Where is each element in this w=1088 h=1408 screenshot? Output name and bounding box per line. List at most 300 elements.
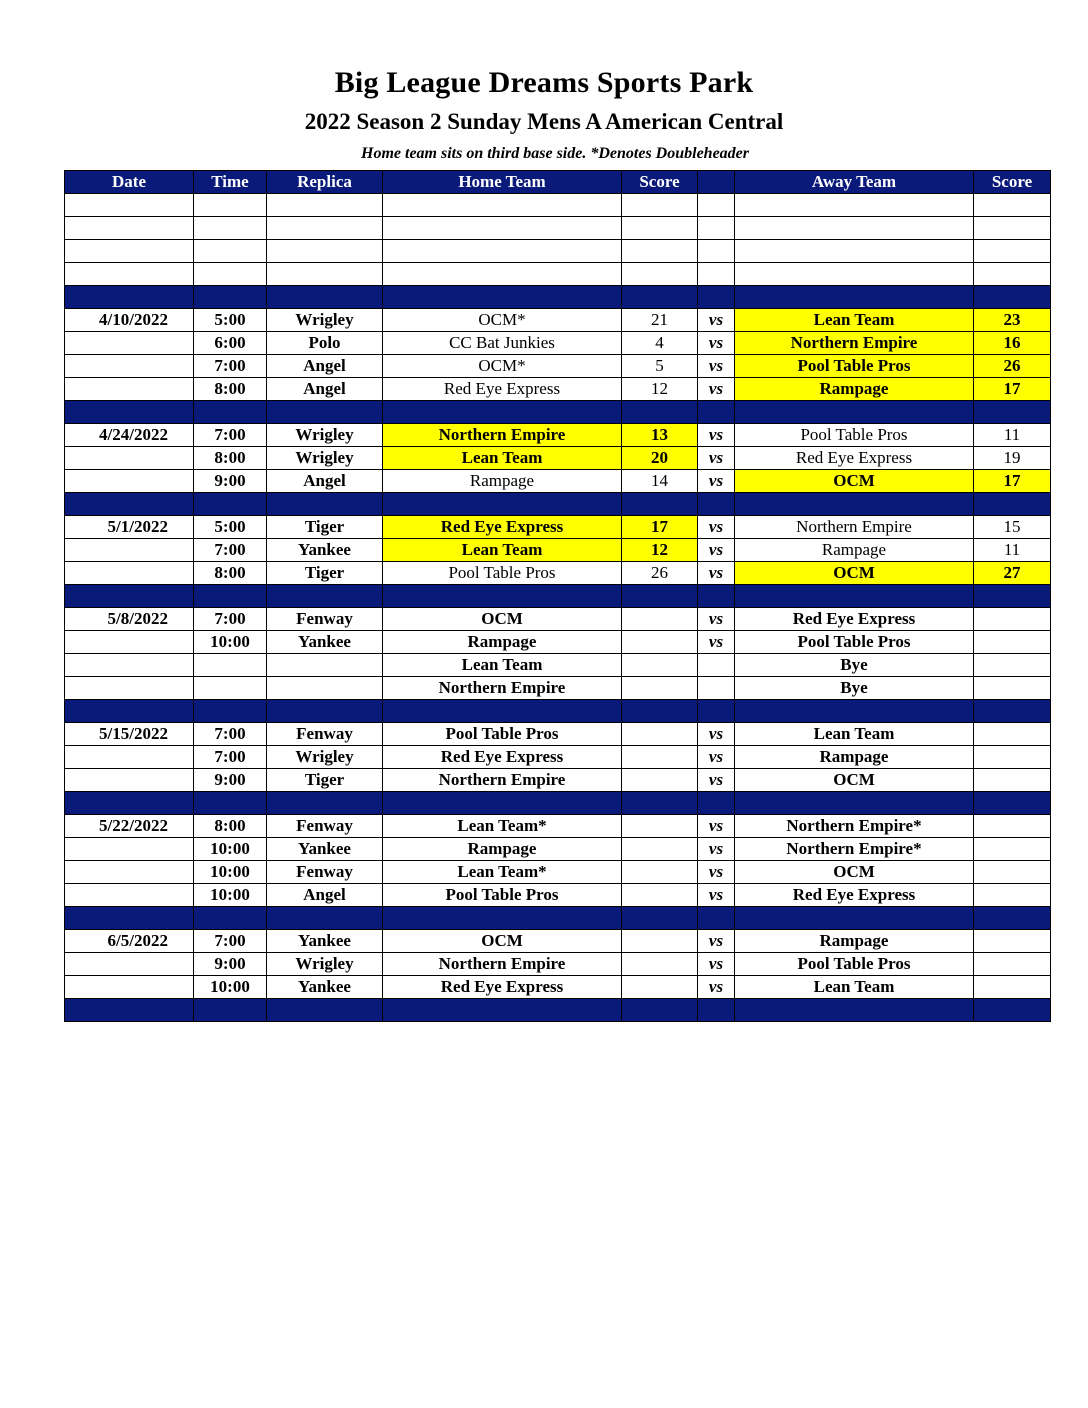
vs-cell: vs xyxy=(698,723,735,746)
home-score-cell: 17 xyxy=(622,516,698,539)
separator-cell xyxy=(698,401,735,424)
replica-cell: Wrigley xyxy=(267,424,383,447)
replica-cell: Yankee xyxy=(267,539,383,562)
away-team-cell: Bye xyxy=(735,677,974,700)
separator-cell xyxy=(698,999,735,1022)
separator-cell xyxy=(698,700,735,723)
separator-cell xyxy=(622,286,698,309)
separator-cell xyxy=(383,493,622,516)
away-team-cell: Rampage xyxy=(735,746,974,769)
date-cell xyxy=(65,539,194,562)
away-team-cell: Red Eye Express xyxy=(735,884,974,907)
away-team-cell: Lean Team xyxy=(735,976,974,999)
time-cell: 7:00 xyxy=(194,424,267,447)
date-cell: 5/22/2022 xyxy=(65,815,194,838)
time-cell: 6:00 xyxy=(194,332,267,355)
week-separator-row xyxy=(65,401,1051,424)
week-separator-row xyxy=(65,700,1051,723)
away-score-cell xyxy=(974,861,1051,884)
week-separator-row xyxy=(65,907,1051,930)
away-team-cell: Red Eye Express xyxy=(735,608,974,631)
separator-cell xyxy=(383,792,622,815)
blank-cell xyxy=(974,263,1051,286)
week-separator-row xyxy=(65,999,1051,1022)
blank-row xyxy=(65,263,1051,286)
separator-cell xyxy=(974,585,1051,608)
separator-cell xyxy=(194,493,267,516)
time-cell: 10:00 xyxy=(194,976,267,999)
date-cell: 5/15/2022 xyxy=(65,723,194,746)
date-cell xyxy=(65,378,194,401)
blank-cell xyxy=(383,263,622,286)
home-team-cell: OCM xyxy=(383,608,622,631)
away-score-cell: 26 xyxy=(974,355,1051,378)
time-cell: 7:00 xyxy=(194,355,267,378)
vs-cell: vs xyxy=(698,631,735,654)
separator-cell xyxy=(194,401,267,424)
blank-cell xyxy=(267,194,383,217)
vs-cell: vs xyxy=(698,539,735,562)
away-score-cell xyxy=(974,769,1051,792)
away-score-cell xyxy=(974,608,1051,631)
home-team-cell: Northern Empire xyxy=(383,769,622,792)
separator-cell xyxy=(974,700,1051,723)
blank-cell xyxy=(194,217,267,240)
away-score-cell xyxy=(974,677,1051,700)
separator-cell xyxy=(974,286,1051,309)
blank-row xyxy=(65,240,1051,263)
away-score-cell: 17 xyxy=(974,470,1051,493)
game-row xyxy=(65,861,1051,884)
separator-cell xyxy=(622,401,698,424)
schedule-table xyxy=(64,170,1051,1022)
game-row xyxy=(65,976,1051,999)
replica-cell: Angel xyxy=(267,470,383,493)
home-score-cell: 4 xyxy=(622,332,698,355)
home-team-cell: CC Bat Junkies xyxy=(383,332,622,355)
separator-cell xyxy=(698,286,735,309)
blank-row xyxy=(65,194,1051,217)
vs-cell xyxy=(698,654,735,677)
home-team-cell: Rampage xyxy=(383,838,622,861)
away-score-cell: 11 xyxy=(974,424,1051,447)
away-team-cell: Pool Table Pros xyxy=(735,355,974,378)
away-team-cell: Rampage xyxy=(735,930,974,953)
away-score-cell xyxy=(974,815,1051,838)
blank-cell xyxy=(622,263,698,286)
home-score-cell xyxy=(622,769,698,792)
home-score-cell xyxy=(622,953,698,976)
blank-cell xyxy=(974,217,1051,240)
time-cell: 9:00 xyxy=(194,953,267,976)
separator-cell xyxy=(194,792,267,815)
separator-cell xyxy=(974,493,1051,516)
home-score-cell: 5 xyxy=(622,355,698,378)
separator-cell xyxy=(974,401,1051,424)
away-team-cell: OCM xyxy=(735,861,974,884)
replica-cell: Fenway xyxy=(267,861,383,884)
game-row xyxy=(65,332,1051,355)
game-row xyxy=(65,884,1051,907)
away-team-cell: Pool Table Pros xyxy=(735,424,974,447)
blank-cell xyxy=(65,217,194,240)
game-row xyxy=(65,654,1051,677)
replica-cell: Angel xyxy=(267,378,383,401)
home-score-cell: 20 xyxy=(622,447,698,470)
date-cell: 5/8/2022 xyxy=(65,608,194,631)
replica-cell xyxy=(267,654,383,677)
home-team-cell: Northern Empire xyxy=(383,677,622,700)
blank-cell xyxy=(65,263,194,286)
vs-cell: vs xyxy=(698,447,735,470)
separator-cell xyxy=(267,999,383,1022)
date-cell xyxy=(65,355,194,378)
vs-cell: vs xyxy=(698,355,735,378)
separator-cell xyxy=(267,792,383,815)
time-cell: 7:00 xyxy=(194,930,267,953)
game-row xyxy=(65,424,1051,447)
page-title: Big League Dreams Sports Park xyxy=(334,66,754,99)
replica-cell: Tiger xyxy=(267,516,383,539)
blank-cell xyxy=(194,263,267,286)
away-score-cell: 17 xyxy=(974,378,1051,401)
home-score-cell: 12 xyxy=(622,539,698,562)
separator-cell xyxy=(65,907,194,930)
home-score-cell: 13 xyxy=(622,424,698,447)
game-row xyxy=(65,378,1051,401)
blank-cell xyxy=(65,194,194,217)
time-cell: 10:00 xyxy=(194,631,267,654)
vs-cell: vs xyxy=(698,332,735,355)
time-cell: 5:00 xyxy=(194,516,267,539)
away-team-cell: OCM xyxy=(735,769,974,792)
blank-row xyxy=(65,217,1051,240)
vs-cell: vs xyxy=(698,424,735,447)
vs-cell: vs xyxy=(698,815,735,838)
away-score-cell xyxy=(974,838,1051,861)
separator-cell xyxy=(383,999,622,1022)
date-cell xyxy=(65,470,194,493)
vs-cell: vs xyxy=(698,838,735,861)
separator-cell xyxy=(735,792,974,815)
home-score-cell xyxy=(622,631,698,654)
date-cell xyxy=(65,447,194,470)
home-team-cell: Red Eye Express xyxy=(383,516,622,539)
home-team-cell: Northern Empire xyxy=(383,424,622,447)
away-score-cell xyxy=(974,723,1051,746)
time-cell: 5:00 xyxy=(194,309,267,332)
date-cell: 5/1/2022 xyxy=(65,516,194,539)
away-score-cell: 16 xyxy=(974,332,1051,355)
home-team-cell: OCM* xyxy=(383,309,622,332)
away-score-cell xyxy=(974,976,1051,999)
home-score-cell: 12 xyxy=(622,378,698,401)
replica-cell: Fenway xyxy=(267,815,383,838)
game-row xyxy=(65,677,1051,700)
home-team-cell: Lean Team xyxy=(383,447,622,470)
separator-cell xyxy=(735,286,974,309)
blank-cell xyxy=(974,240,1051,263)
blank-cell xyxy=(383,217,622,240)
blank-cell xyxy=(698,194,735,217)
away-team-cell: Lean Team xyxy=(735,723,974,746)
separator-cell xyxy=(735,907,974,930)
game-row xyxy=(65,470,1051,493)
away-team-cell: Lean Team xyxy=(735,309,974,332)
home-score-cell xyxy=(622,723,698,746)
date-cell xyxy=(65,746,194,769)
replica-cell: Fenway xyxy=(267,608,383,631)
date-cell xyxy=(65,332,194,355)
home-score-cell xyxy=(622,976,698,999)
home-team-cell: OCM xyxy=(383,930,622,953)
date-cell: 6/5/2022 xyxy=(65,930,194,953)
separator-cell xyxy=(383,585,622,608)
blank-cell xyxy=(383,240,622,263)
home-team-cell: Lean Team* xyxy=(383,861,622,884)
date-cell xyxy=(65,861,194,884)
separator-cell xyxy=(267,286,383,309)
separator-cell xyxy=(194,286,267,309)
separator-cell xyxy=(698,493,735,516)
home-team-cell: Rampage xyxy=(383,631,622,654)
game-row xyxy=(65,516,1051,539)
game-row xyxy=(65,562,1051,585)
time-cell: 10:00 xyxy=(194,861,267,884)
vs-cell: vs xyxy=(698,608,735,631)
home-team-cell: Red Eye Express xyxy=(383,378,622,401)
col-header-time: Time xyxy=(194,171,267,194)
week-separator-row xyxy=(65,286,1051,309)
time-cell: 7:00 xyxy=(194,746,267,769)
separator-cell xyxy=(698,585,735,608)
home-team-cell: Rampage xyxy=(383,470,622,493)
home-score-cell xyxy=(622,815,698,838)
separator-cell xyxy=(383,401,622,424)
away-team-cell: Rampage xyxy=(735,539,974,562)
away-score-cell: 11 xyxy=(974,539,1051,562)
game-row xyxy=(65,838,1051,861)
home-score-cell xyxy=(622,654,698,677)
away-score-cell xyxy=(974,746,1051,769)
home-team-cell: Lean Team xyxy=(383,539,622,562)
blank-cell xyxy=(65,240,194,263)
replica-cell: Tiger xyxy=(267,562,383,585)
time-cell: 10:00 xyxy=(194,884,267,907)
date-cell xyxy=(65,953,194,976)
replica-cell: Yankee xyxy=(267,976,383,999)
separator-cell xyxy=(698,907,735,930)
blank-cell xyxy=(622,217,698,240)
blank-cell xyxy=(698,263,735,286)
separator-cell xyxy=(735,493,974,516)
blank-cell xyxy=(735,217,974,240)
away-score-cell: 19 xyxy=(974,447,1051,470)
away-team-cell: OCM xyxy=(735,562,974,585)
separator-cell xyxy=(974,792,1051,815)
date-cell: 4/10/2022 xyxy=(65,309,194,332)
away-team-cell: Rampage xyxy=(735,378,974,401)
vs-cell: vs xyxy=(698,769,735,792)
schedule-body xyxy=(65,194,1051,1022)
blank-cell xyxy=(698,217,735,240)
vs-cell: vs xyxy=(698,746,735,769)
separator-cell xyxy=(267,907,383,930)
separator-cell xyxy=(735,401,974,424)
replica-cell: Angel xyxy=(267,884,383,907)
replica-cell: Yankee xyxy=(267,631,383,654)
replica-cell: Tiger xyxy=(267,769,383,792)
game-row xyxy=(65,355,1051,378)
page-subtitle: 2022 Season 2 Sunday Mens A American Central xyxy=(304,109,784,134)
separator-cell xyxy=(65,286,194,309)
away-score-cell xyxy=(974,654,1051,677)
time-cell xyxy=(194,654,267,677)
separator-cell xyxy=(698,792,735,815)
time-cell: 8:00 xyxy=(194,815,267,838)
date-cell xyxy=(65,631,194,654)
blank-cell xyxy=(622,240,698,263)
blank-cell xyxy=(194,194,267,217)
separator-cell xyxy=(194,585,267,608)
game-row xyxy=(65,723,1051,746)
replica-cell xyxy=(267,677,383,700)
home-team-cell: Red Eye Express xyxy=(383,976,622,999)
vs-cell: vs xyxy=(698,378,735,401)
time-cell: 7:00 xyxy=(194,608,267,631)
vs-cell: vs xyxy=(698,516,735,539)
separator-cell xyxy=(383,286,622,309)
game-row xyxy=(65,769,1051,792)
header-row xyxy=(65,171,1051,194)
separator-cell xyxy=(735,999,974,1022)
separator-cell xyxy=(622,585,698,608)
separator-cell xyxy=(735,700,974,723)
home-score-cell xyxy=(622,677,698,700)
blank-cell xyxy=(622,194,698,217)
separator-cell xyxy=(622,493,698,516)
separator-cell xyxy=(267,493,383,516)
date-cell xyxy=(65,976,194,999)
col-header-away-team: Away Team xyxy=(735,171,974,194)
home-team-cell: Red Eye Express xyxy=(383,746,622,769)
time-cell: 8:00 xyxy=(194,562,267,585)
game-row xyxy=(65,608,1051,631)
time-cell: 10:00 xyxy=(194,838,267,861)
away-score-cell: 27 xyxy=(974,562,1051,585)
separator-cell xyxy=(65,585,194,608)
vs-cell xyxy=(698,677,735,700)
separator-cell xyxy=(267,700,383,723)
home-score-cell xyxy=(622,884,698,907)
date-cell xyxy=(65,654,194,677)
time-cell: 9:00 xyxy=(194,470,267,493)
separator-cell xyxy=(267,401,383,424)
time-cell: 7:00 xyxy=(194,539,267,562)
replica-cell: Wrigley xyxy=(267,953,383,976)
blank-cell xyxy=(698,240,735,263)
game-row xyxy=(65,930,1051,953)
separator-cell xyxy=(974,907,1051,930)
home-team-cell: Lean Team xyxy=(383,654,622,677)
vs-cell: vs xyxy=(698,861,735,884)
separator-cell xyxy=(383,700,622,723)
date-cell xyxy=(65,884,194,907)
vs-cell: vs xyxy=(698,884,735,907)
separator-cell xyxy=(65,493,194,516)
replica-cell: Wrigley xyxy=(267,746,383,769)
separator-cell xyxy=(735,585,974,608)
home-team-cell: Pool Table Pros xyxy=(383,884,622,907)
away-team-cell: Northern Empire* xyxy=(735,838,974,861)
vs-cell: vs xyxy=(698,953,735,976)
blank-cell xyxy=(194,240,267,263)
col-header-home-team: Home Team xyxy=(383,171,622,194)
blank-cell xyxy=(735,194,974,217)
time-cell: 8:00 xyxy=(194,378,267,401)
vs-cell: vs xyxy=(698,470,735,493)
replica-cell: Yankee xyxy=(267,838,383,861)
date-cell xyxy=(65,677,194,700)
away-score-cell xyxy=(974,631,1051,654)
date-cell xyxy=(65,562,194,585)
home-score-cell xyxy=(622,608,698,631)
home-score-cell xyxy=(622,861,698,884)
date-cell xyxy=(65,769,194,792)
game-row xyxy=(65,815,1051,838)
home-team-cell: Pool Table Pros xyxy=(383,562,622,585)
home-team-cell: Lean Team* xyxy=(383,815,622,838)
week-separator-row xyxy=(65,493,1051,516)
home-team-cell: OCM* xyxy=(383,355,622,378)
replica-cell: Wrigley xyxy=(267,447,383,470)
col-header-away-score: Score xyxy=(974,171,1051,194)
separator-cell xyxy=(194,999,267,1022)
col-header-replica: Replica xyxy=(267,171,383,194)
vs-cell: vs xyxy=(698,309,735,332)
replica-cell: Yankee xyxy=(267,930,383,953)
replica-cell: Wrigley xyxy=(267,309,383,332)
away-team-cell: Bye xyxy=(735,654,974,677)
away-score-cell xyxy=(974,953,1051,976)
separator-cell xyxy=(65,401,194,424)
separator-cell xyxy=(267,585,383,608)
home-score-cell xyxy=(622,930,698,953)
separator-cell xyxy=(65,792,194,815)
separator-cell xyxy=(194,700,267,723)
separator-cell xyxy=(974,999,1051,1022)
separator-cell xyxy=(622,792,698,815)
away-score-cell: 23 xyxy=(974,309,1051,332)
blank-cell xyxy=(383,194,622,217)
separator-cell xyxy=(194,907,267,930)
away-team-cell: Red Eye Express xyxy=(735,447,974,470)
home-team-cell: Northern Empire xyxy=(383,953,622,976)
replica-cell: Fenway xyxy=(267,723,383,746)
away-team-cell: Northern Empire* xyxy=(735,815,974,838)
time-cell: 7:00 xyxy=(194,723,267,746)
col-header-vs xyxy=(698,171,735,194)
separator-cell xyxy=(65,999,194,1022)
home-score-cell: 14 xyxy=(622,470,698,493)
home-score-cell xyxy=(622,838,698,861)
away-score-cell xyxy=(974,884,1051,907)
replica-cell: Angel xyxy=(267,355,383,378)
home-score-cell: 21 xyxy=(622,309,698,332)
game-row xyxy=(65,309,1051,332)
blank-cell xyxy=(974,194,1051,217)
away-team-cell: Northern Empire xyxy=(735,516,974,539)
